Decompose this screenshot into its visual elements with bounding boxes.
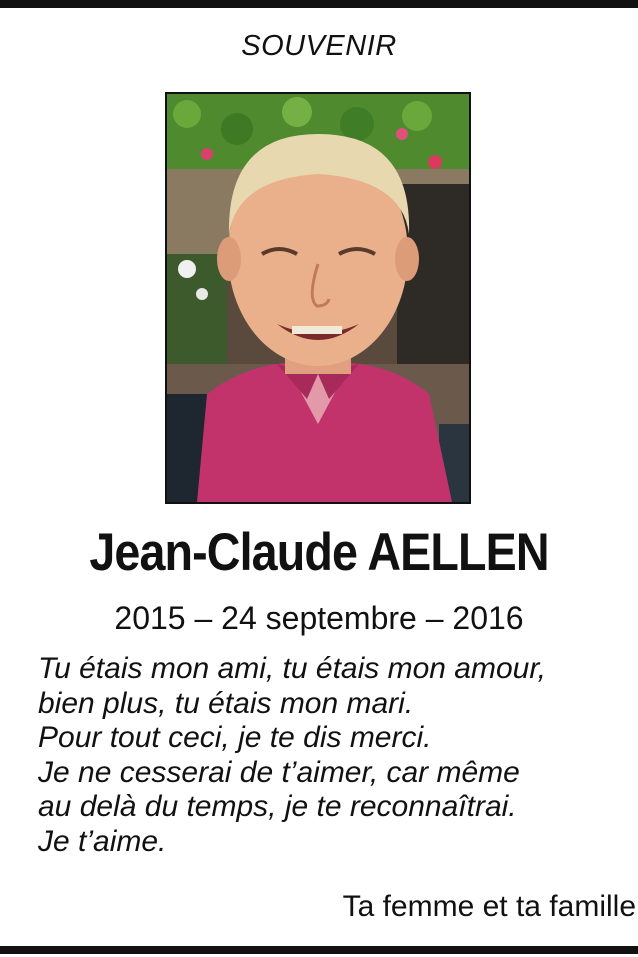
signature: Ta femme et ta famille <box>342 890 636 923</box>
poem-line: Je ne cesserai de t’aimer, car même <box>38 755 520 789</box>
poem-line: Tu étais mon ami, tu étais mon amour, <box>38 652 546 685</box>
deceased-name: Jean-Claude AELLEN <box>89 523 549 582</box>
portrait-photo-illustration <box>167 94 469 502</box>
poem-line: Je t’aime. <box>38 824 167 858</box>
poem-line: bien plus, tu étais mon mari. <box>38 686 414 720</box>
portrait-photo <box>165 92 471 504</box>
poem-line: Pour tout ceci, je te dis merci. <box>38 721 432 754</box>
memorial-dates: 2015 – 24 septembre – 2016 <box>114 600 524 636</box>
heading-souvenir: SOUVENIR <box>241 30 397 62</box>
memorial-poem <box>38 652 628 859</box>
top-border-rule <box>0 0 638 8</box>
poem-line: au delà du temps, je te reconnaîtrai. <box>38 790 517 823</box>
bottom-border-rule <box>0 946 638 954</box>
